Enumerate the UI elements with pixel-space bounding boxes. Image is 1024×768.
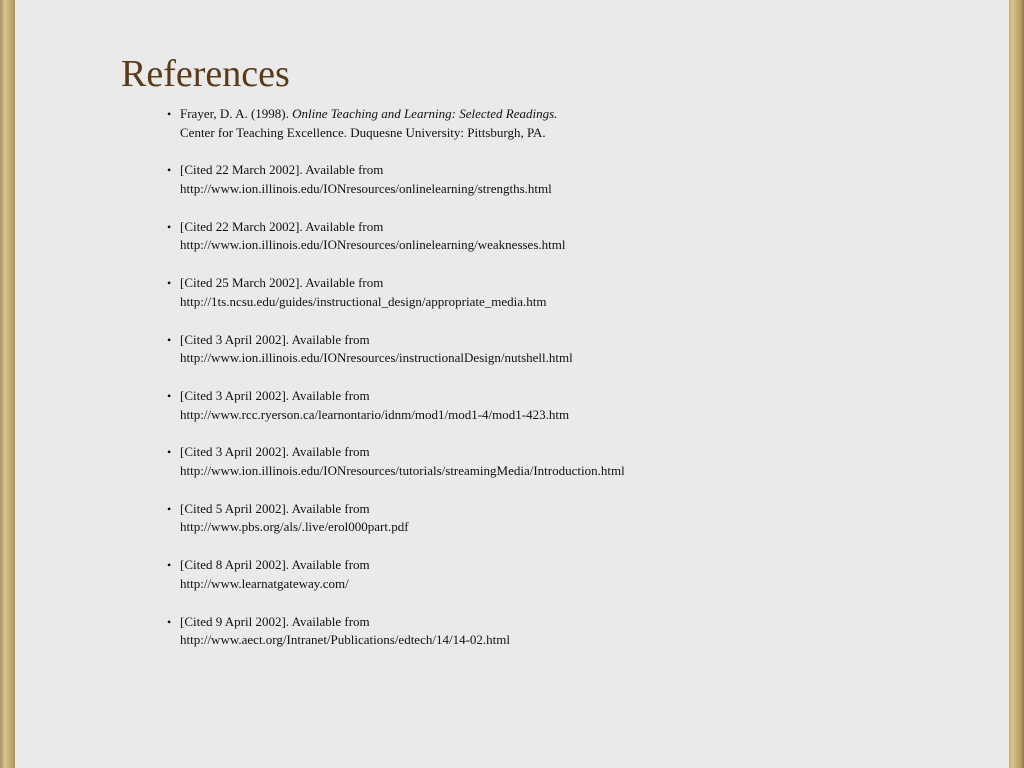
reference-line-2: Center for Teaching Excellence. Duquesne University: Pittsburgh, PA. xyxy=(180,124,546,140)
bullet-icon: • xyxy=(167,219,172,234)
reference-item xyxy=(167,218,625,255)
reference-citation: [Cited 8 April 2002]. Available from xyxy=(180,557,370,573)
right-border-frame xyxy=(1007,0,1024,768)
reference-author: Frayer, D. A. (1998). xyxy=(180,106,293,121)
reference-item xyxy=(167,331,625,368)
reference-url: http://www.learnatgateway.com/ xyxy=(180,575,349,591)
references-list xyxy=(167,105,625,669)
reference-citation: [Cited 22 March 2002]. Available from xyxy=(180,218,384,234)
reference-item xyxy=(167,161,625,198)
reference-url: http://www.ion.illinois.edu/IONresources/onlinelearning/weaknesses.html xyxy=(180,237,566,253)
reference-url: http://www.ion.illinois.edu/IONresources/instructionalDesign/nutshell.html xyxy=(180,350,573,366)
reference-line-1 xyxy=(180,105,625,124)
bullet-icon: • xyxy=(167,501,172,516)
reference-citation: [Cited 3 April 2002]. Available from xyxy=(180,387,370,403)
reference-item xyxy=(167,274,625,311)
bullet-icon: • xyxy=(167,332,172,347)
reference-url: http://www.pbs.org/als/.live/erol000part.pdf xyxy=(180,519,409,535)
reference-citation: [Cited 9 April 2002]. Available from xyxy=(180,613,370,629)
bullet-icon: • xyxy=(167,558,172,573)
reference-url: http://www.aect.org/Intranet/Publications/edtech/14/14-02.html xyxy=(180,632,510,648)
reference-item xyxy=(167,443,625,480)
reference-citation: [Cited 5 April 2002]. Available from xyxy=(180,500,370,516)
reference-citation: [Cited 3 April 2002]. Available from xyxy=(180,444,370,460)
reference-item xyxy=(167,387,625,424)
reference-citation: [Cited 25 March 2002]. Available from xyxy=(180,275,384,291)
reference-url: http://www.ion.illinois.edu/IONresources/onlinelearning/strengths.html xyxy=(180,180,552,196)
reference-url: http://www.rcc.ryerson.ca/learnontario/idnm/mod1/mod1-4/mod1-423.htm xyxy=(180,406,570,422)
reference-work-title: Online Teaching and Learning: Selected Readings. xyxy=(292,106,558,121)
reference-citation: [Cited 22 March 2002]. Available from xyxy=(180,162,384,178)
reference-url: http://www.ion.illinois.edu/IONresources/tutorials/streamingMedia/Introduction.html xyxy=(180,462,625,478)
reference-citation: [Cited 3 April 2002]. Available from xyxy=(180,331,370,347)
bullet-icon: • xyxy=(167,445,172,460)
reference-url: http://1ts.ncsu.edu/guides/instructional_design/appropriate_media.htm xyxy=(180,293,547,309)
left-border-frame xyxy=(0,0,17,768)
reference-item xyxy=(167,105,625,142)
bullet-icon: • xyxy=(167,107,172,121)
bullet-icon: • xyxy=(167,163,172,178)
bullet-icon: • xyxy=(167,276,172,291)
reference-item xyxy=(167,556,625,593)
reference-item xyxy=(167,613,625,650)
bullet-icon: • xyxy=(167,614,172,629)
slide-title: References xyxy=(121,53,290,95)
bullet-icon: • xyxy=(167,388,172,403)
reference-item xyxy=(167,500,625,537)
